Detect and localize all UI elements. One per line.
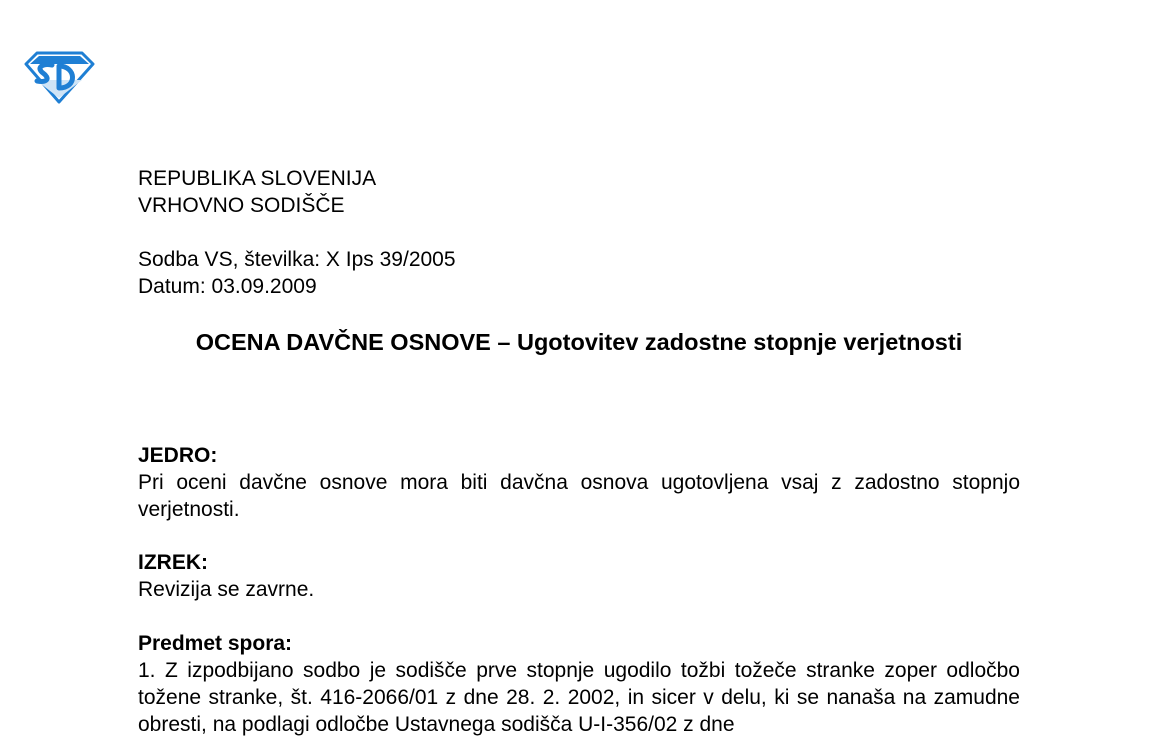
section-heading: Predmet spora: [138,632,293,655]
section-body: Revizija se zavrne. [138,578,315,601]
section-jedro [138,442,1020,523]
court-header [138,165,376,219]
country-name: REPUBLIKA SLOVENIJA [138,167,377,190]
case-meta [138,246,456,300]
section-body: 1. Z izpodbijano sodbo je sodišče prve stopnje ugodilo tožbi tožeče stranke zoper odločbo tožene stranke, št. 416-2066/01 z dne 28. 2. 2002, in sicer v delu, ki se nanaša na zamudne obresti, na podlagi odločbe Ustavnega sodišča U-I-356/02 z dne [138,659,1020,736]
court-logo [22,48,96,104]
section-heading: JEDRO: [138,444,218,467]
case-number: Sodba VS, številka: X Ips 39/2005 [138,248,456,271]
supreme-court-emblem-icon [22,48,96,104]
section-predmet-spora [138,630,1020,738]
document-title: OCENA DAVČNE OSNOVE – Ugotovitev zadostne stopnje verjetnosti [195,329,963,355]
section-body: Pri oceni davčne osnove mora biti davčna osnova ugotovljena vsaj z zadostno stopnjo verjetnosti. [138,471,1020,521]
decision-date: Datum: 03.09.2009 [138,275,317,298]
section-izrek [138,549,1020,603]
court-name: VRHOVNO SODIŠČE [138,194,345,217]
section-heading: IZREK: [138,551,208,574]
